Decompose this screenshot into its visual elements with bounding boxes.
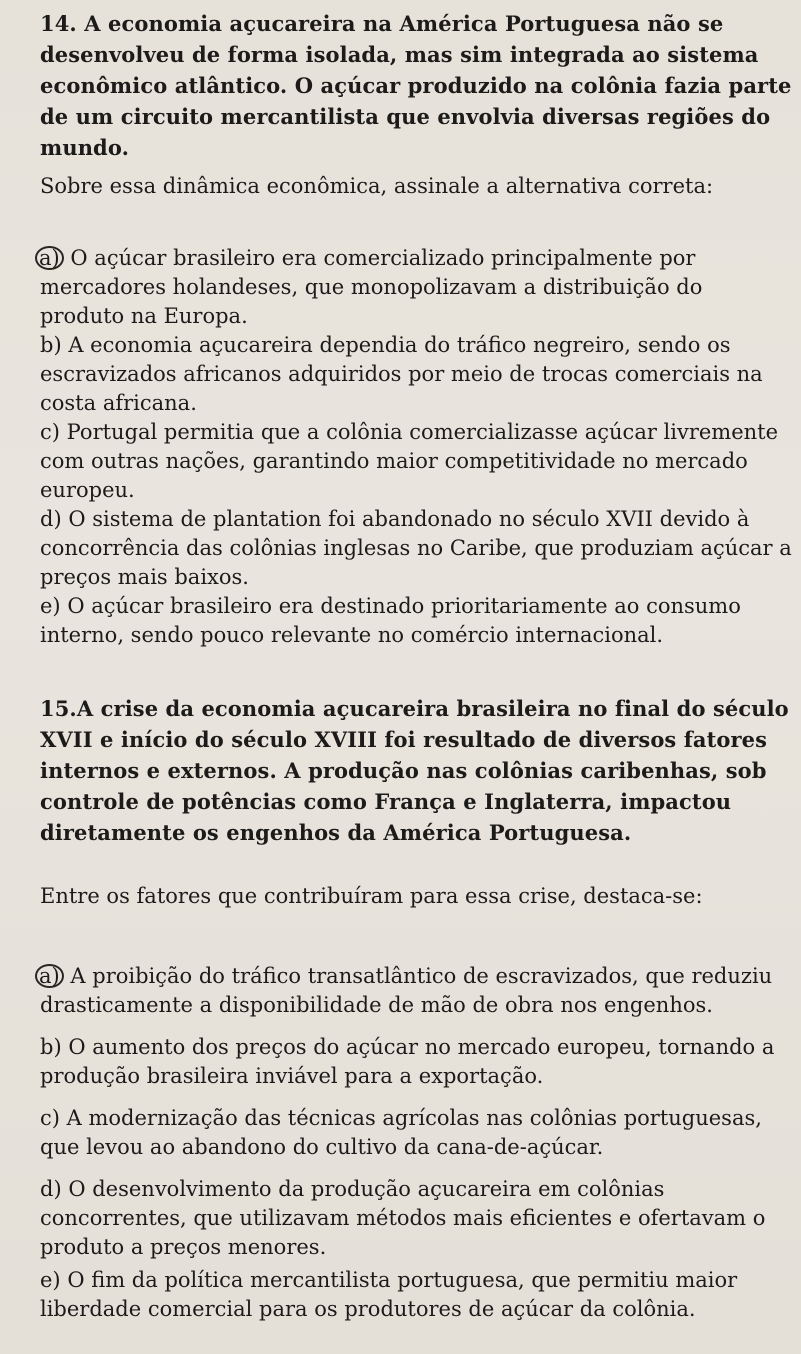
option-letter: e) <box>40 594 61 618</box>
option-letter: b) <box>40 333 62 357</box>
option-text: O sistema de plantation foi abandonado no século XVII devido à concorrência das colônias inglesas no Caribe, que produziam açúcar a preços mais baixos. <box>40 507 792 589</box>
option-text: O açúcar brasileiro era destinado prioritariamente ao consumo interno, sendo pouco relevante no comércio internacional. <box>40 594 741 647</box>
option-letter: d) <box>40 507 62 531</box>
option-letter: c) <box>40 1106 60 1130</box>
option-text: O aumento dos preços do açúcar no mercado europeu, tornando a produção brasileira inviável para a exportação. <box>40 1035 775 1088</box>
option-text: Portugal permitia que a colônia comercializasse açúcar livremente com outras nações, garantindo maior competitividade no mercado europeu. <box>40 420 779 502</box>
option-letter: b) <box>40 1035 62 1059</box>
option-text: A proibição do tráfico transatlântico de escravizados, que reduziu drasticamente a disponibilidade de mão de obra nos engenhos. <box>40 964 773 1017</box>
question-15-option-b <box>40 1033 792 1091</box>
option-letter-circled: a) <box>35 964 64 988</box>
question-14-option-a <box>40 244 792 331</box>
option-text: O açúcar brasileiro era comercializado principalmente por mercadores holandeses, que monopolizavam a distribuição do produto na Europa. <box>40 246 703 328</box>
question-15-option-d <box>40 1175 792 1262</box>
option-letter-circled: a) <box>35 246 64 270</box>
question-14-prompt: Sobre essa dinâmica econômica, assinale a alternativa correta: <box>40 174 714 198</box>
option-text: A modernização das técnicas agrícolas nas colônias portuguesas, que levou ao abandono do cultivo da cana-de-açúcar. <box>40 1106 762 1159</box>
question-15-option-a <box>40 962 792 1020</box>
option-text: O desenvolvimento da produção açucareira em colônias concorrentes, que utilizavam métodos mais eficientes e ofertavam o produto a preços menores. <box>40 1177 766 1259</box>
question-15-option-c <box>40 1104 792 1162</box>
question-14-option-d <box>40 505 792 592</box>
question-15-option-e <box>40 1266 792 1324</box>
option-letter: e) <box>40 1268 61 1292</box>
question-14-option-e <box>40 592 792 650</box>
option-text: A economia açucareira dependia do tráfico negreiro, sendo os escravizados africanos adquiridos por meio de trocas comerciais na costa africana. <box>40 333 763 415</box>
question-15-prompt: Entre os fatores que contribuíram para essa crise, destaca-se: <box>40 884 703 908</box>
option-text: O fim da política mercantilista portuguesa, que permitiu maior liberdade comercial para os produtores de açúcar da colônia. <box>40 1268 738 1321</box>
option-letter: c) <box>40 420 60 444</box>
question-15-stem: 15.A crise da economia açucareira brasileira no final do século XVII e início do século XVIII foi resultado de diversos fatores internos e externos. A produção nas colônias caribenhas, sob controle de potências como França e Inglaterra, impactou diretamente os engenhos da América Portuguesa. <box>40 696 789 845</box>
question-14-option-c <box>40 418 792 505</box>
option-letter: d) <box>40 1177 62 1201</box>
question-14-stem: 14. A economia açucareira na América Portuguesa não se desenvolveu de forma isolada, mas sim integrada ao sistema econômico atlântico. O açúcar produzido na colônia fazia parte de um circuito mercantilista que envolvia diversas regiões do mundo. <box>40 11 792 160</box>
question-14-option-b <box>40 331 792 418</box>
